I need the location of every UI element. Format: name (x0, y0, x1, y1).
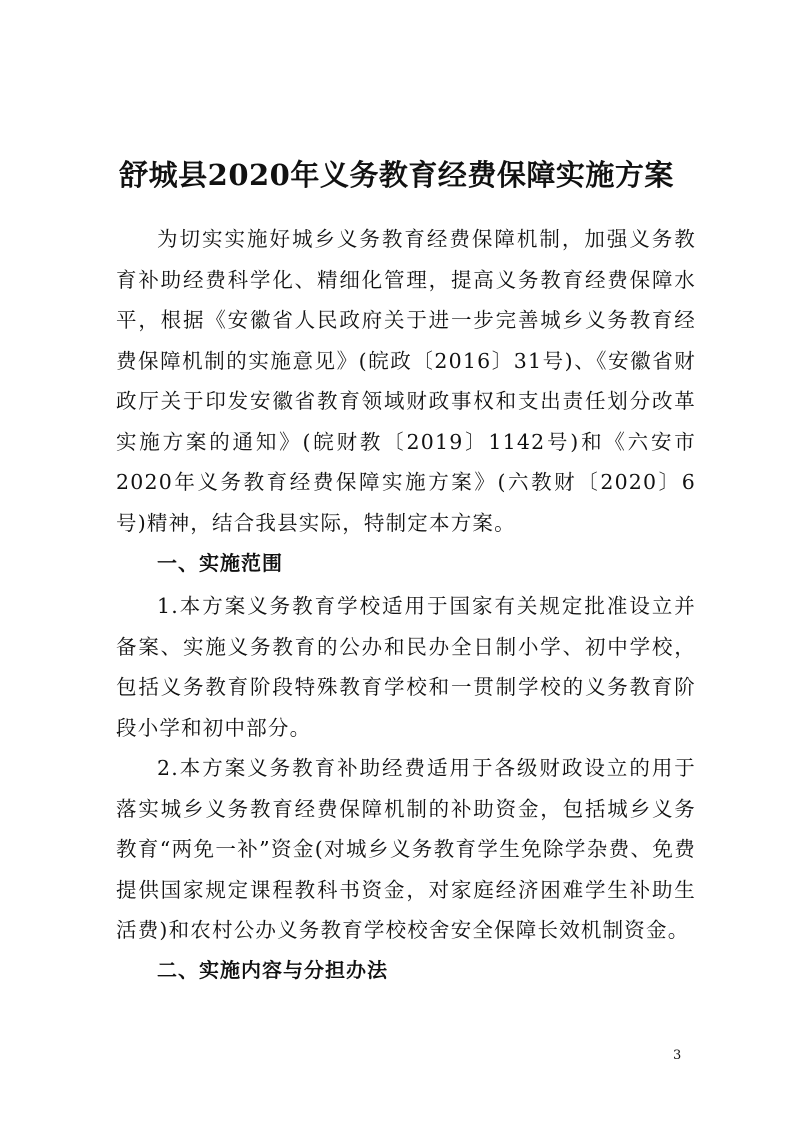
page-number: 3 (673, 1048, 682, 1063)
intro-paragraph: 为切实实施好城乡义务教育经费保障机制，加强义务教育补助经费科学化、精细化管理，提高义务教育经费保障水平，根据《安徽省人民政府关于进一步完善城乡义务教育经费保障机制的实施意见》(皖政〔2016〕31号)、《安徽省财政厅关于印发安徽省教育领域财政事权和支出责任划分改革实施方案的通知》(皖财教〔2019〕1142号)和《六安市2020年义务教育经费保障实施方案》(六教财〔2020〕6号)精神，结合我县实际，特制定本方案。 (116, 227, 696, 535)
section-heading-scope: 一、实施范围 (157, 551, 283, 575)
scope-item-1: 1.本方案义务教育学校适用于国家有关规定批准设立并备案、实施义务教育的公办和民办全日制小学、初中学校，包括义务教育阶段特殊教育学校和一贯制学校的义务教育阶段小学和初中部分。 (116, 594, 696, 740)
document-title: 舒城县2020年义务教育经费保障实施方案 (119, 158, 674, 192)
scope-item-2: 2.本方案义务教育补助经费适用于各级财政设立的用于落实城乡义务教育经费保障机制的补助资金，包括城乡义务教育“两免一补”资金(对城乡义务教育学生免除学杂费、免费提供国家规定课程教科书资金，对家庭经济困难学生补助生活费)和农村公办义务教育学校校舍安全保障长效机制资金。 (116, 756, 696, 942)
section-heading-content: 二、实施内容与分担办法 (157, 958, 388, 982)
